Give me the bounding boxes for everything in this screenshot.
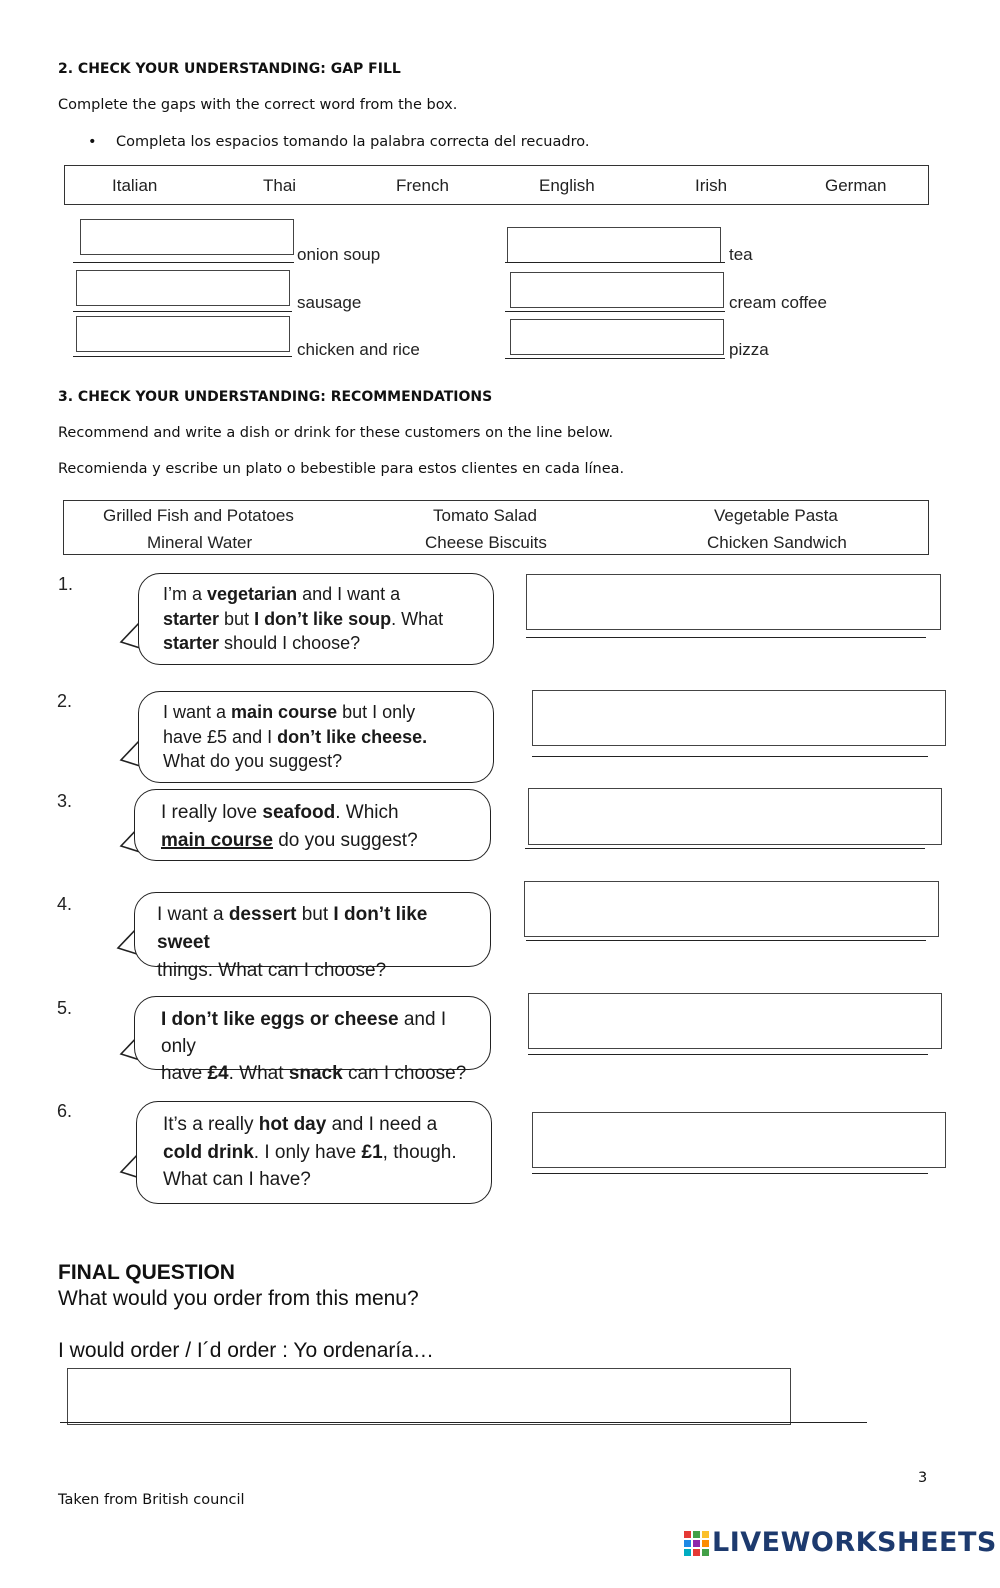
section3-instruction-es: Recomienda y escribe un plato o bebestible para estos clientes en cada línea. [58, 461, 625, 477]
answer-input-5[interactable] [528, 993, 942, 1049]
item-number: 2. [57, 691, 73, 711]
gap-input-tea[interactable] [507, 227, 721, 263]
final-question-prompt: I would order / I´d order : Yo ordenaría… [58, 1339, 434, 1362]
answer-input-4[interactable] [524, 881, 939, 937]
page-number: 3 [918, 1470, 928, 1486]
answer-line [525, 848, 925, 849]
section3-heading: 3. CHECK YOUR UNDERSTANDING: RECOMMENDATIONS [58, 389, 493, 405]
speech-bubble-6: It’s a really hot day and I need a cold drink. I only have £1, though. What can I have? [136, 1101, 492, 1204]
answer-line [528, 1054, 928, 1055]
word-box [64, 165, 929, 205]
gap-label-pizza: pizza [729, 340, 769, 359]
item-number: 3. [57, 791, 73, 811]
word-irish: Irish [695, 176, 728, 195]
menu-item-grilled-fish: Grilled Fish and Potatoes [103, 506, 294, 525]
speech-bubble-1: I’m a vegetarian and I want a starter but I don’t like soup. What starter should I choose? [138, 573, 494, 665]
answer-line [526, 940, 926, 941]
gap-line [73, 311, 292, 312]
gap-line [505, 358, 725, 359]
section2-instruction-es: Completa los espacios tomando la palabra correcta del recuadro. [116, 134, 590, 150]
word-thai: Thai [263, 176, 297, 195]
item-number: 4. [57, 894, 73, 914]
answer-input-6[interactable] [532, 1112, 946, 1168]
word-french: French [396, 176, 449, 195]
answer-input-2[interactable] [532, 690, 946, 746]
final-question-heading: FINAL QUESTION [58, 1261, 235, 1284]
menu-item-vegetable-pasta: Vegetable Pasta [714, 506, 838, 525]
speech-bubble-5: I don’t like eggs or cheese and I only have £4. What snack can I choose? [134, 996, 491, 1070]
item-number: 6. [57, 1101, 73, 1121]
word-italian: Italian [112, 176, 158, 195]
answer-line [526, 637, 926, 638]
word-german: German [825, 176, 887, 195]
answer-input-3[interactable] [528, 788, 942, 845]
bullet: • [88, 134, 97, 150]
section3-instruction-en: Recommend and write a dish or drink for these customers on the line below. [58, 425, 614, 441]
menu-item-mineral-water: Mineral Water [147, 533, 253, 552]
gap-label-onion-soup: onion soup [297, 245, 381, 264]
gap-input-chicken-and-rice[interactable] [76, 316, 290, 352]
item-number: 1. [58, 574, 74, 594]
gap-line [73, 262, 294, 263]
gap-input-pizza[interactable] [510, 319, 724, 355]
section2-instruction-en: Complete the gaps with the correct word from the box. [58, 97, 458, 113]
speech-bubble-2: I want a main course but I only have £5 and I don’t like cheese. What do you suggest? [138, 691, 494, 783]
gap-label-chicken-and-rice: chicken and rice [297, 340, 420, 359]
final-question-text: What would you order from this menu? [58, 1287, 419, 1310]
gap-line [73, 356, 292, 357]
gap-input-sausage[interactable] [76, 270, 290, 306]
gap-input-onion-soup[interactable] [80, 219, 294, 255]
answer-line [532, 1173, 928, 1174]
liveworksheets-logo-text: LIVEWORKSHEETS [712, 1527, 997, 1558]
answer-input-1[interactable] [526, 574, 941, 630]
item-number: 5. [57, 998, 73, 1018]
menu-item-cheese-biscuits: Cheese Biscuits [425, 533, 547, 552]
menu-item-chicken-sandwich: Chicken Sandwich [707, 533, 847, 552]
footer-credit: Taken from British council [58, 1492, 245, 1508]
final-answer-line [60, 1422, 867, 1423]
gap-label-cream-coffee: cream coffee [729, 293, 827, 312]
speech-bubble-4: I want a dessert but I don’t like sweet things. What can I choose? [134, 892, 491, 967]
gap-input-cream-coffee[interactable] [510, 272, 724, 308]
gap-label-tea: tea [729, 245, 753, 264]
gap-line [505, 262, 725, 263]
answer-line [532, 756, 928, 757]
section2-heading: 2. CHECK YOUR UNDERSTANDING: GAP FILL [58, 61, 401, 77]
word-english: English [539, 176, 595, 195]
liveworksheets-logo-icon [684, 1531, 710, 1557]
speech-bubble-3: I really love seafood. Which main course do you suggest? [134, 789, 491, 861]
gap-label-sausage: sausage [297, 293, 362, 312]
gap-line [505, 311, 725, 312]
menu-item-tomato-salad: Tomato Salad [433, 506, 537, 525]
final-answer-input[interactable] [67, 1368, 791, 1425]
